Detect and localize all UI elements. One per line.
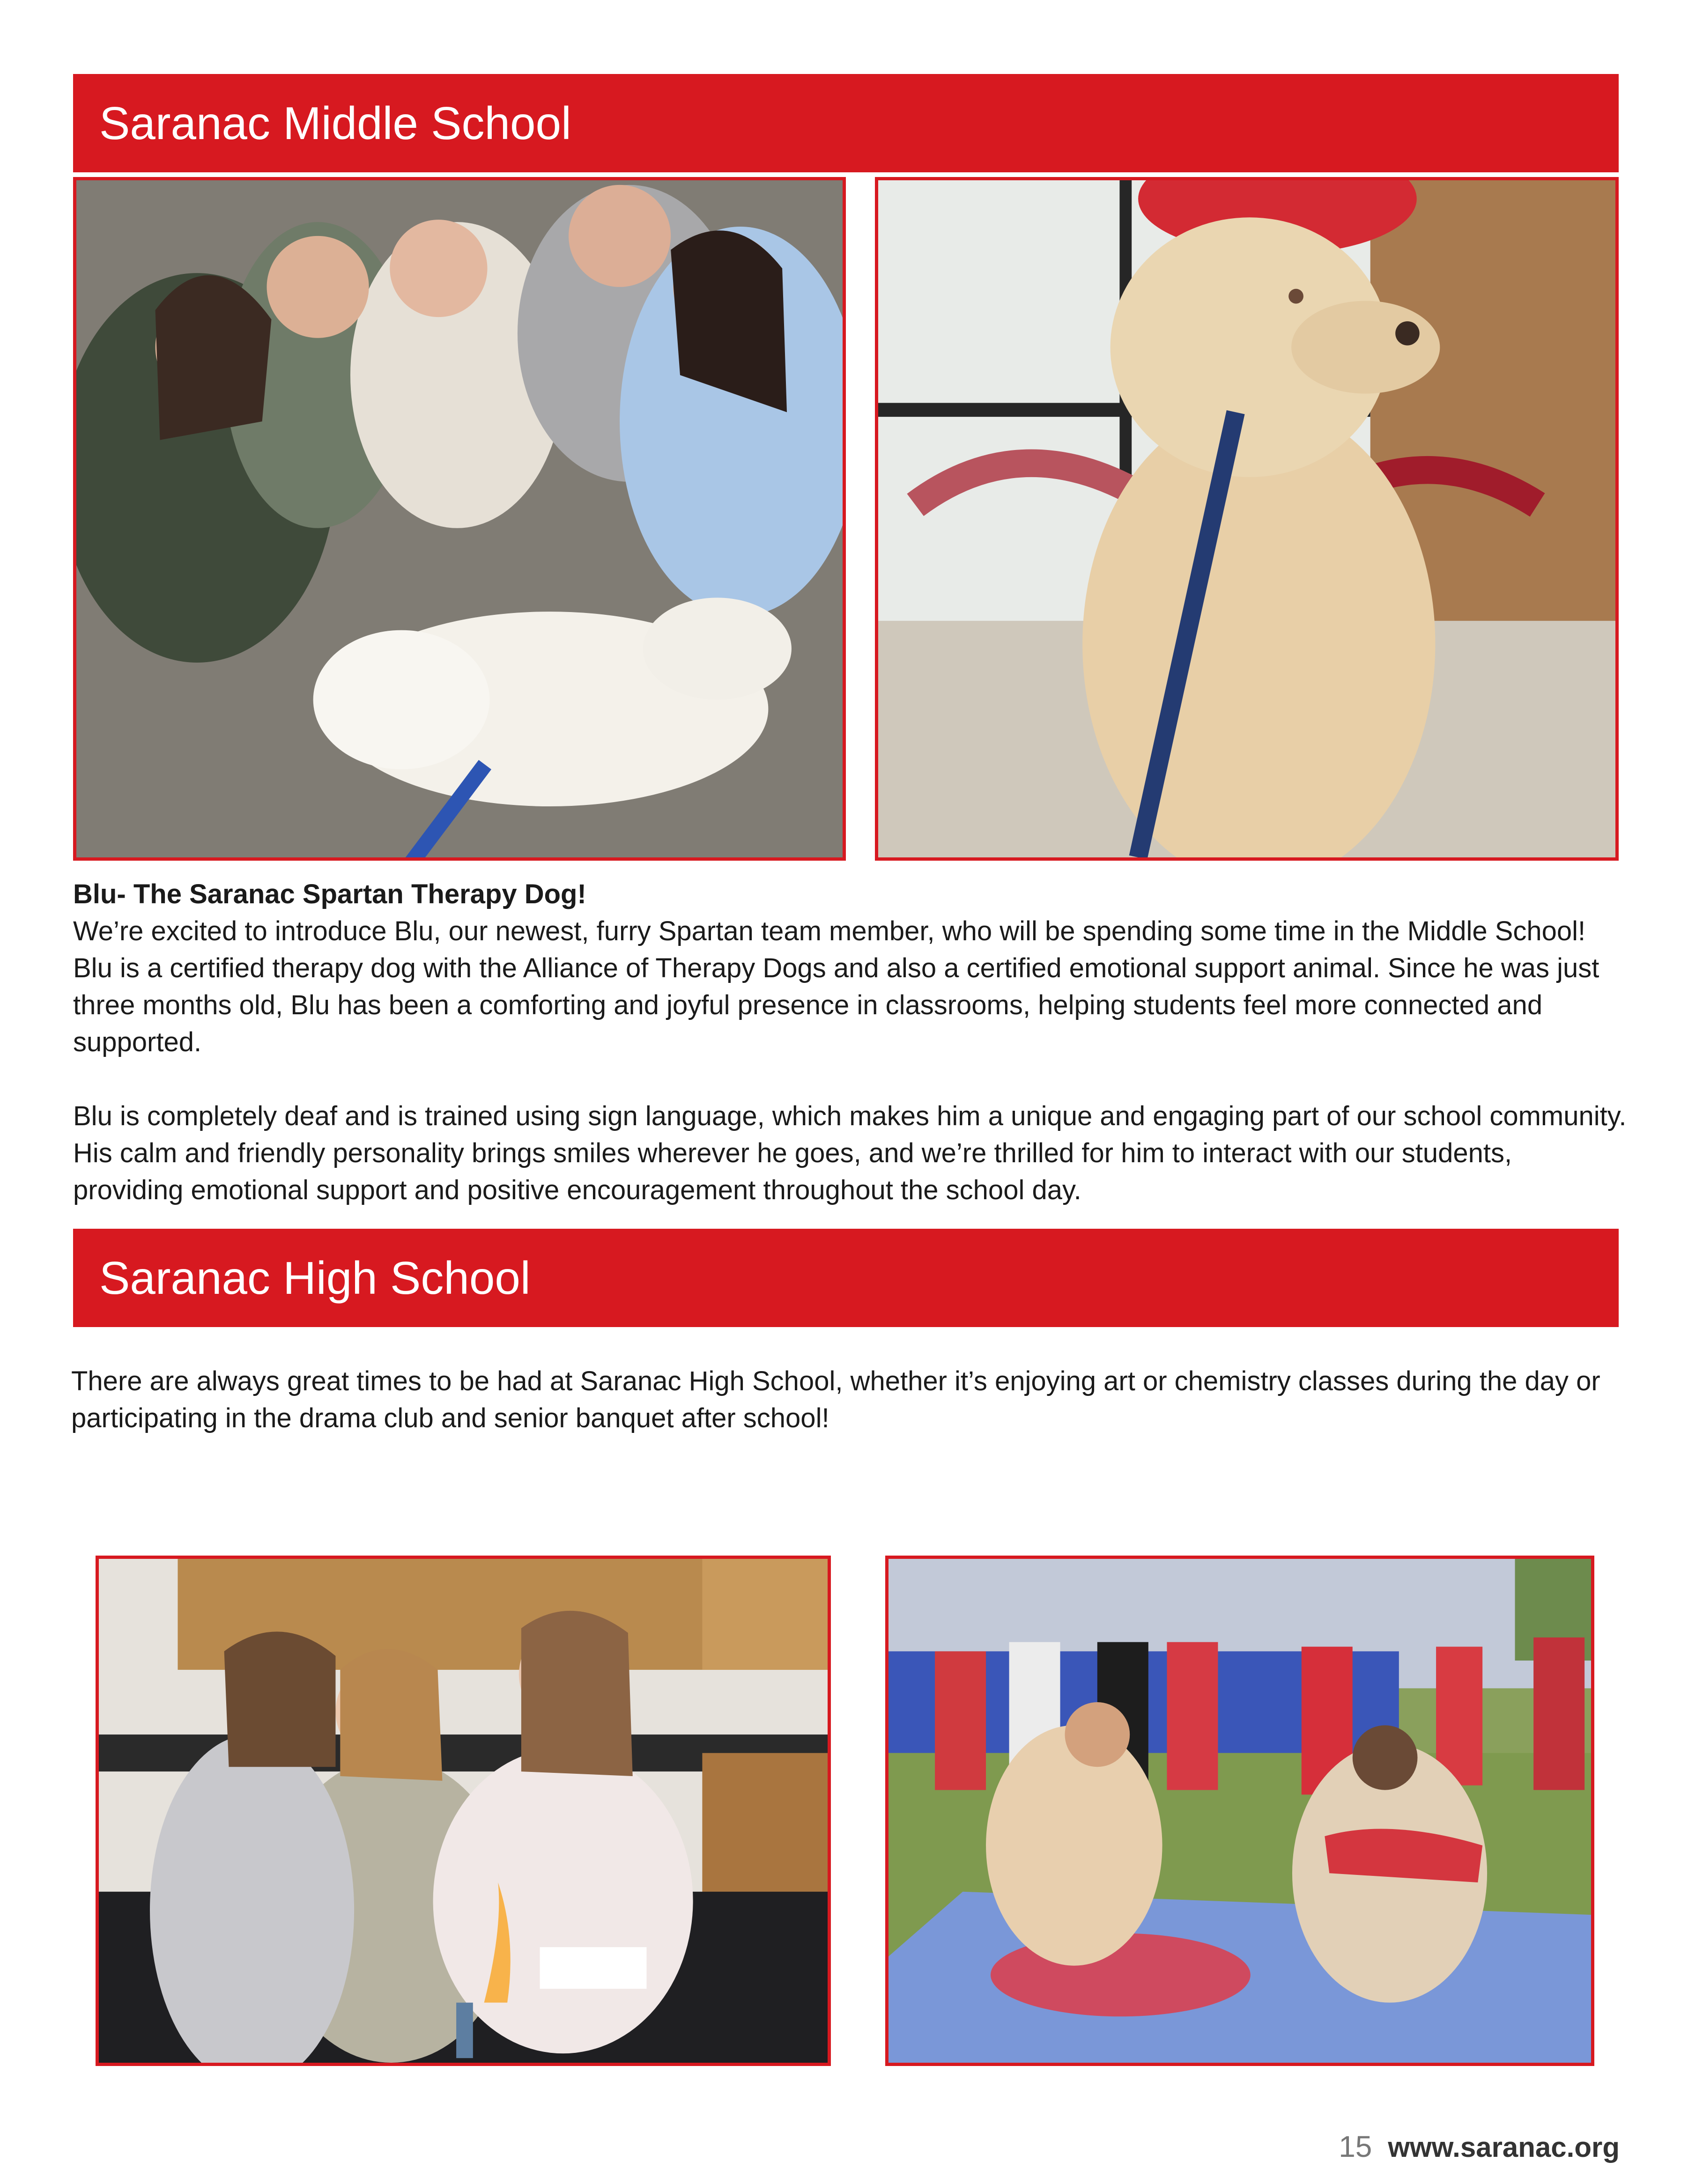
article-heading: Blu- The Saranac Spartan Therapy Dog!	[73, 879, 586, 909]
photo-chemistry-class	[96, 1556, 831, 2066]
section-banner-high-school	[73, 1229, 1619, 1327]
article-paragraph: Blu is completely deaf and is trained using sign language, which makes him a unique and engaging part of our school community. His calm and friendly personality brings smiles wherever he goes, and we’re thrilled for him to interact with our students, providing emotional support and positive encouragement throughout the school day.	[73, 1101, 1627, 1205]
intro-paragraph: There are always great times to be had at Saranac High School, whether it’s enjoying art or chemistry classes during the day or participating in the drama club and senior banquet after school!	[71, 1366, 1600, 1433]
section-title: Saranac High School	[99, 1252, 531, 1304]
section-title: Saranac Middle School	[99, 97, 571, 149]
high-school-intro	[71, 1363, 1631, 1437]
article-paragraph: We’re excited to introduce Blu, our newest, furry Spartan team member, who will be spending some time in the Middle School! Blu is a certified therapy dog with the Alliance of Therapy Dogs and also a certified emotional support animal. Since he was just three months old, Blu has been a comforting and joyful presence in classrooms, helping students feel more connected and supported.	[73, 916, 1599, 1057]
therapy-dog-article	[73, 876, 1628, 1209]
page-footer	[1339, 2132, 1620, 2162]
page-number: 15	[1339, 2130, 1372, 2163]
website-link[interactable]: www.saranac.org	[1388, 2132, 1620, 2163]
section-banner-middle-school	[73, 74, 1619, 172]
photo-students-petting-dog	[73, 177, 846, 861]
photo-sumo-suit-event	[885, 1556, 1594, 2066]
photo-therapy-dog-portrait	[875, 177, 1619, 861]
